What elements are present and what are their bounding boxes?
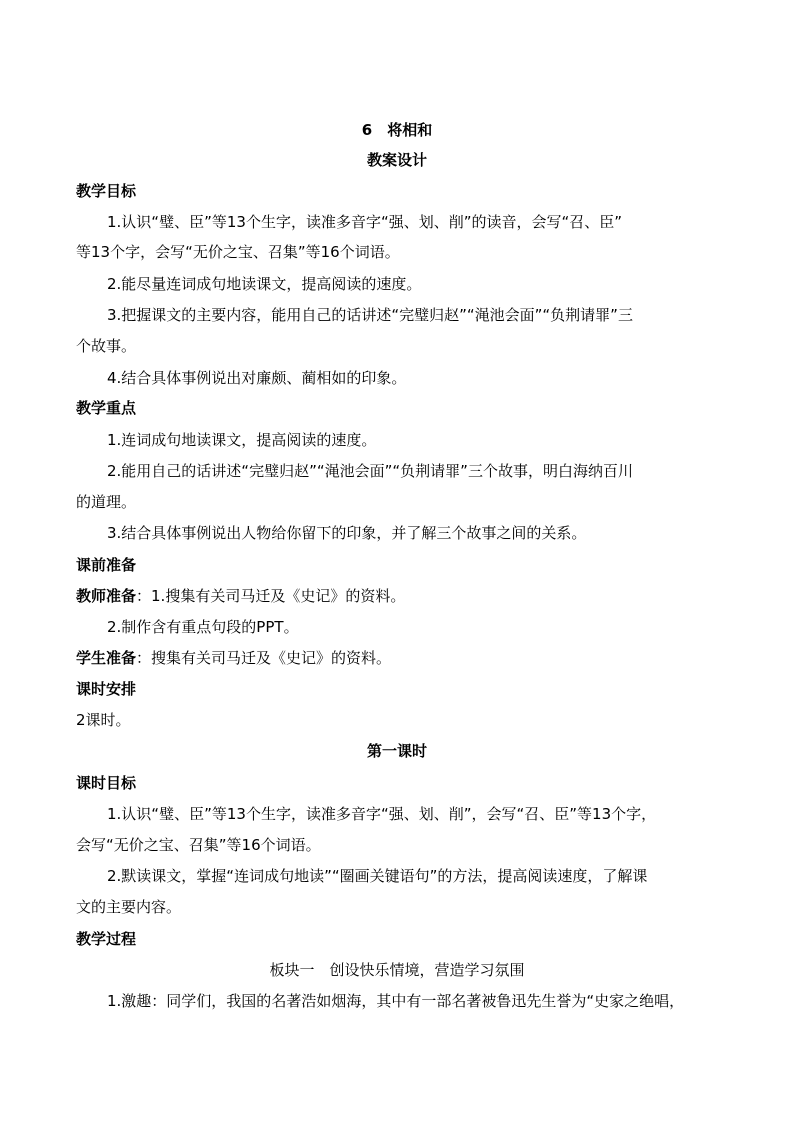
lesson-goal-2-line-1: 2.默读课文，掌握“连词成句地读”“圈画关键语句”的方法，提高阅读速度，了解课 [107,867,648,885]
focus-1: 1.连词成句地读课文，提高阅读的速度。 [107,431,377,449]
lesson-goal-1-line-2: 会写“无价之宝、召集”等16个词语。 [76,836,321,854]
goals-heading: 教学目标 [76,182,137,200]
focus-heading: 教学重点 [76,399,137,417]
focus-3: 3.结合具体事例说出人物给你留下的印象，并了解三个故事之间的关系。 [107,524,587,542]
goal-2: 2.能尽量连词成句地读课文，提高阅读的速度。 [107,275,422,293]
focus-2-line-1: 2.能用自己的话讲述“完璧归赵”“渑池会面”“负荆请罪”三个故事，明白海纳百川 [107,462,633,480]
teacher-prep-label: 教师准备 [76,587,137,605]
goal-3-line-2: 个故事。 [76,337,137,355]
lesson-goals-heading: 课时目标 [76,774,137,792]
lesson-goal-1-line-1: 1.认识“璧、臣”等13个生字，读准多音字“强、划、削”，会写“召、臣”等13个字， [107,805,657,823]
goal-3-line-1: 3.把握课文的主要内容，能用自己的话讲述“完璧归赵”“渑池会面”“负荆请罪”三 [107,306,633,324]
prep-heading: 课前准备 [76,556,137,574]
student-prep-text: ：搜集有关司马迁及《史记》的资料。 [136,649,392,667]
process-heading: 教学过程 [76,930,137,948]
teacher-prep-text: ：1.搜集有关司马迁及《史记》的资料。 [136,587,406,605]
focus-2-line-2: 的道理。 [76,493,137,511]
teacher-prep-2: 2.制作含有重点句段的PPT。 [107,618,299,636]
schedule-text: 2课时。 [76,711,131,729]
student-prep [76,648,391,668]
goal-1-line-2: 等13个字，会写“无价之宝、召集”等16个词语。 [76,243,400,261]
goal-4: 4.结合具体事例说出对廉颇、蔺相如的印象。 [107,369,407,387]
goal-1-line-1: 1.认识“璧、臣”等13个生字，读准多音字“强、划、削”的读音，会写“召、臣” [107,213,623,231]
lesson-title: 6 将相和 [361,121,433,139]
lesson-goal-2-line-2: 文的主要内容。 [76,898,182,916]
design-subtitle: 教案设计 [366,151,427,169]
lesson-1-title: 第一课时 [366,742,427,760]
block-1-title: 板块一 创设快乐情境，营造学习氛围 [269,961,525,979]
schedule-heading: 课时安排 [76,680,137,698]
teacher-prep [76,586,405,606]
step-1: 1.激趣：同学们，我国的名著浩如烟海，其中有一部名著被鲁迅先生誉为“史家之绝唱， [107,992,685,1010]
student-prep-label: 学生准备 [76,649,137,667]
